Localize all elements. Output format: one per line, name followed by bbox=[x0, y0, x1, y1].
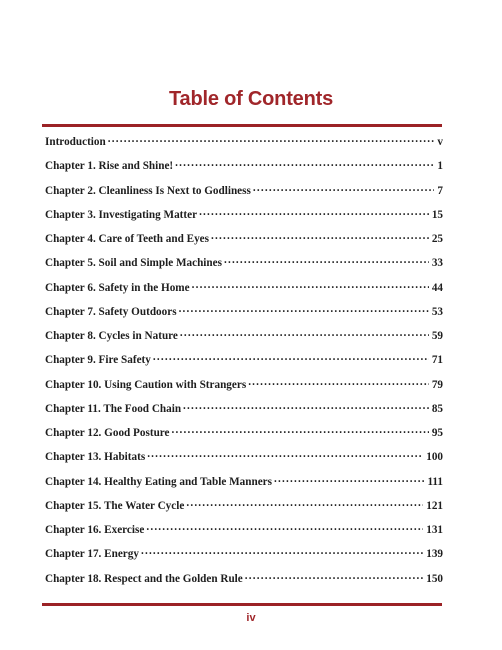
toc-entry-title: Chapter 8. Cycles in Nature bbox=[45, 330, 178, 342]
toc-entry bbox=[45, 157, 443, 181]
toc-entry-title: Chapter 13. Habitats bbox=[45, 451, 146, 464]
toc-entry-page: 100 bbox=[426, 451, 443, 464]
toc-entry-page: v bbox=[437, 136, 443, 148]
toc-entry bbox=[45, 497, 443, 521]
toc-entry-title: Chapter 18. Respect and the Golden Rule bbox=[45, 572, 243, 585]
toc-entry-title: Chapter 11. The Food Chain bbox=[45, 402, 182, 415]
toc-entry bbox=[45, 254, 443, 278]
toc-entry-title: Chapter 16. Exercise bbox=[45, 524, 145, 536]
page-number: iv bbox=[246, 612, 256, 624]
toc-entry-title: Chapter 2. Cleanliness Is Next to Godliness bbox=[45, 184, 251, 197]
toc-entry-page: 121 bbox=[426, 499, 443, 512]
toc-entry bbox=[45, 351, 443, 375]
toc-dot-leader bbox=[147, 448, 423, 460]
toc-entry-page: 7 bbox=[437, 184, 443, 197]
toc-dot-leader bbox=[153, 351, 429, 363]
toc-entry-page: 79 bbox=[431, 378, 443, 391]
toc-entry bbox=[45, 545, 443, 569]
toc-entry-title: Chapter 5. Soil and Simple Machines bbox=[45, 257, 222, 270]
toc-entry bbox=[45, 230, 443, 254]
toc-entry-page: 53 bbox=[431, 305, 443, 318]
toc-entry-page: 85 bbox=[431, 402, 443, 415]
toc-dot-leader bbox=[172, 424, 429, 436]
toc-entry-page: 71 bbox=[431, 354, 443, 367]
toc-entry bbox=[45, 400, 443, 424]
toc-dot-leader bbox=[248, 376, 429, 388]
toc-entry-page: 95 bbox=[431, 427, 443, 439]
toc-entry-page: 15 bbox=[431, 208, 443, 221]
toc-entry-title: Chapter 10. Using Caution with Strangers bbox=[45, 378, 247, 391]
toc-dot-leader bbox=[192, 279, 429, 291]
toc-dot-leader bbox=[224, 254, 429, 266]
toc-entry-title: Chapter 4. Care of Teeth and Eyes bbox=[45, 233, 209, 245]
toc-entry-page: 25 bbox=[431, 233, 443, 245]
toc-dot-leader bbox=[274, 473, 424, 485]
toc-dot-leader bbox=[211, 230, 429, 242]
toc-entry-title: Chapter 7. Safety Outdoors bbox=[45, 305, 177, 318]
toc-dot-leader bbox=[186, 497, 423, 509]
toc-entry bbox=[45, 279, 443, 303]
toc-entry bbox=[45, 448, 443, 472]
toc-entry-title: Chapter 6. Safety in the Home bbox=[45, 281, 190, 294]
toc-entry bbox=[45, 303, 443, 327]
toc-entry bbox=[45, 570, 443, 594]
toc-entry-title: Chapter 14. Healthy Eating and Table Manners bbox=[45, 475, 272, 488]
toc-entry-title: Chapter 1. Rise and Shine! bbox=[45, 160, 174, 173]
toc-entry-title: Chapter 17. Energy bbox=[45, 548, 139, 561]
toc-entry bbox=[45, 206, 443, 230]
toc-dot-leader bbox=[253, 182, 435, 194]
toc-entry-page: 131 bbox=[426, 524, 443, 536]
toc-entry-page: 59 bbox=[431, 330, 443, 342]
table-of-contents bbox=[45, 133, 443, 594]
toc-dot-leader bbox=[108, 133, 435, 145]
page-title: Table of Contents bbox=[168, 88, 333, 110]
toc-entry-title: Chapter 3. Investigating Matter bbox=[45, 208, 198, 221]
toc-entry-page: 139 bbox=[426, 548, 443, 561]
toc-dot-leader bbox=[180, 327, 429, 339]
toc-entry bbox=[45, 376, 443, 400]
toc-dot-leader bbox=[183, 400, 429, 412]
toc-entry bbox=[45, 133, 443, 157]
toc-dot-leader bbox=[245, 570, 423, 582]
toc-entry-title: Chapter 9. Fire Safety bbox=[45, 354, 151, 367]
bottom-divider bbox=[42, 603, 442, 606]
toc-entry-page: 111 bbox=[427, 475, 443, 488]
toc-dot-leader bbox=[146, 521, 423, 533]
toc-entry-page: 33 bbox=[431, 257, 443, 270]
toc-entry bbox=[45, 182, 443, 206]
toc-dot-leader bbox=[179, 303, 429, 315]
toc-entry-title: Introduction bbox=[45, 136, 106, 148]
toc-entry bbox=[45, 521, 443, 545]
toc-dot-leader bbox=[141, 545, 423, 557]
toc-entry-page: 1 bbox=[437, 160, 443, 173]
toc-entry-title: Chapter 15. The Water Cycle bbox=[45, 499, 185, 512]
toc-entry bbox=[45, 327, 443, 351]
toc-entry bbox=[45, 473, 443, 497]
toc-dot-leader bbox=[175, 157, 434, 169]
toc-entry bbox=[45, 424, 443, 448]
toc-entry-title: Chapter 12. Good Posture bbox=[45, 427, 170, 439]
top-divider bbox=[42, 124, 442, 127]
toc-entry-page: 44 bbox=[431, 281, 443, 294]
toc-entry-page: 150 bbox=[426, 572, 443, 585]
toc-dot-leader bbox=[199, 206, 429, 218]
